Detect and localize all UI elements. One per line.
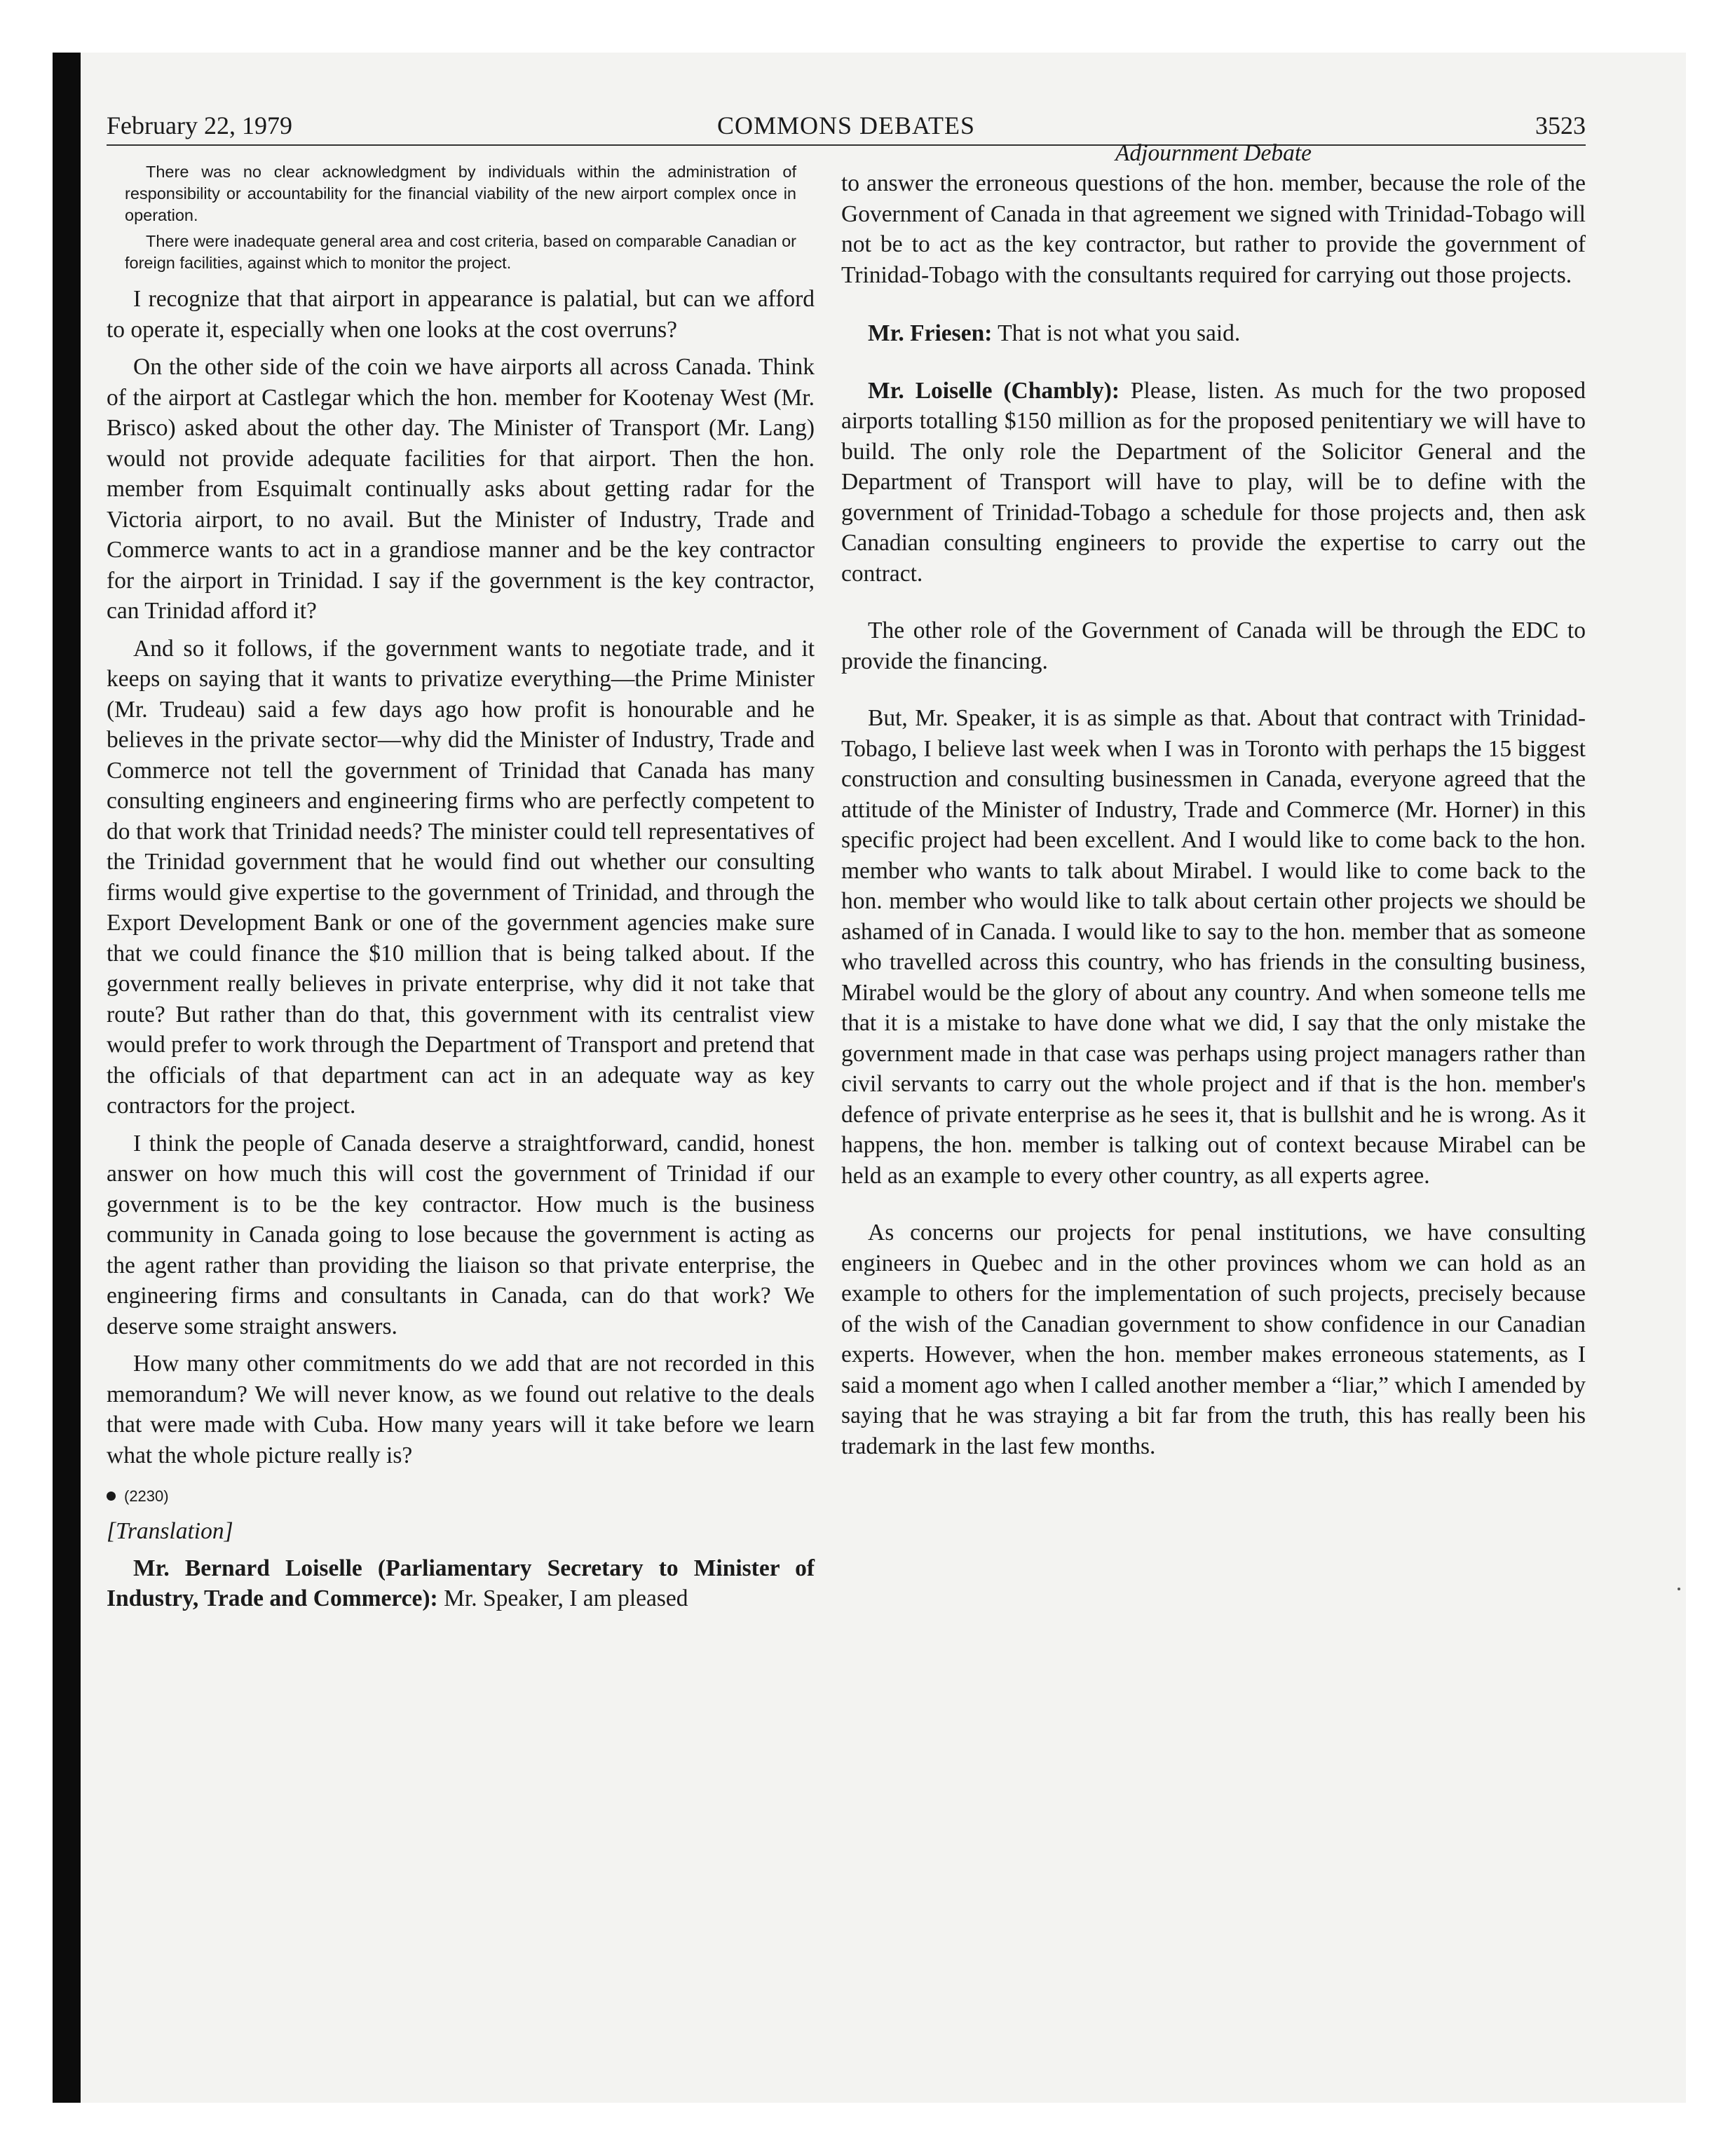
binding-edge (53, 53, 81, 2103)
scan-speck (1678, 1588, 1680, 1590)
time-marker-text: (2230) (124, 1487, 169, 1505)
quoted-excerpt (107, 161, 815, 274)
quoted-paragraph: There were inadequate general area and cost criteria, based on comparable Canadian or foreign facilities, against which to monitor the project. (125, 232, 796, 272)
paragraph: On the other side of the coin we have airports all across Canada. Think of the airport at Castlegar which the hon. member for Kootenay West (Mr. Brisco) asked about the other day. The Minister of Transport (Mr. Lang) would not provide adequate facilities for that airport. Then the hon. member from Esquimalt continually asks about getting radar for the Victoria airport, to no avail. But the Minister of Industry, Trade and Commerce wants to act in a grandiose manner and be the key contractor for the airport in Trinidad. I say if the government is the key contractor, can Trinidad afford it? (107, 354, 815, 624)
header-title: COMMONS DEBATES (716, 111, 976, 139)
speaker-text: Mr. Speaker, I am pleased (444, 1585, 688, 1612)
paragraph: I think the people of Canada deserve a straightforward, candid, honest answer on how much this will cost the government of Trinidad if our government is to be the key contractor. How much is the business community in Canada going to lose because the government is acting as the agent rather than providing the liaison so that private enterprise, the engineering firms and consultants in Canada, can do that work? We deserve some straight answers. (107, 1130, 815, 1339)
paragraph: The other role of the Government of Canada will be through the EDC to provide the financing. (841, 618, 1586, 674)
paragraph: As concerns our projects for penal institutions, we have consulting engineers in Quebec and in the other provinces whom we can hold as an example to others for the implementation of such projects, precisely because of the wish of the Canadian government to show confidence in our Canadian experts. However, when the hon. member makes erroneous statements, as I said a moment ago when I called another member a “liar,” which I amended by saying that he was straying a bit far from the truth, this has really been his trademark in the last few months. (841, 1220, 1586, 1459)
time-marker (107, 1486, 815, 1506)
speaker-name: Mr. Bernard Loiselle (Parliamentary Secretary to Minister of Industry, Trade and Commerce): (107, 1555, 815, 1612)
paragraph: How many other commitments do we add that are not recorded in this memorandum? We will never know, as we found out relative to the deals that were made with Cuba. How many years will it take before we learn what the whole picture really is? (107, 1351, 815, 1468)
speaker-name: Mr. Loiselle (Chambly): (868, 377, 1120, 404)
continuation-paragraph: to answer the erroneous questions of the hon. member, because the role of the Government of Canada in that agreement we signed with Trinidad-Tobago will not be to act as the key contractor, but rather to provide the government of Trinidad-Tobago with the consultants required for carrying out those projects. (841, 170, 1586, 288)
left-body (107, 284, 815, 1471)
speech-paragraph (841, 376, 1586, 589)
paragraph: I recognize that that airport in appearance is palatial, but can we afford to operate it, especially when one looks at the cost overruns? (107, 286, 815, 343)
translation-label: [Translation] (107, 1517, 233, 1544)
quoted-paragraph: There was no clear acknowledgment by individuals within the administration of responsibility or accountability for the financial viability of the new airport complex once in operation. (125, 163, 796, 224)
bullet-icon (107, 1492, 116, 1501)
right-body (841, 168, 1586, 1461)
paragraph: But, Mr. Speaker, it is as simple as that. About that contract with Trinidad-Tobago, I believe last week when I was in Toronto with perhaps the 15 biggest construction and consulting businessmen in Canada, everyone agreed that the attitude of the Minister of Industry, Trade and Commerce (Mr. Horner) in this specific project had been excellent. And I would like to come back to the hon. member who wants to talk about Mirabel. I would like to come back to the hon. member who would like to talk about certain other projects we should be ashamed of in Canada. I would like to say to the hon. member that as someone who travelled across this country, who has friends in the consulting business, Mirabel would be the glory of about any country. And when someone tells me that it is a mistake to have done what we did, I say that the only mistake the government made in that case was perhaps using project managers rather than civil servants to carry out the whole project and if that is the hon. member's defence of private enterprise as he sees it, that is bullshit and he is wrong. As it happens, the hon. member is talking out of context because Mirabel can be held as an example to every other country, as all experts agree. (841, 705, 1586, 1189)
speaker-intro (107, 1553, 815, 1614)
left-column (107, 161, 815, 1621)
speaker-paragraph (107, 1553, 815, 1614)
section-title: Adjournment Debate (1115, 140, 1312, 166)
right-column (841, 140, 1586, 1488)
speaker-text: Please, listen. As much for the two proposed airports totalling $150 million as for the proposed penitentiary we will have to build. The only role the Department of the Solicitor General and the Department of Transport will have to play, will be to define with the government of Trinidad-Tobago a schedule for those projects and, then ask Canadian consulting engineers to provide the expertise to carry out the contract. (841, 377, 1586, 587)
interjection (841, 318, 1586, 349)
header-page-number: 3523 (1535, 111, 1586, 139)
paragraph: And so it follows, if the government wants to negotiate trade, and it keeps on saying that it wants to privatize everything—the Prime Minister (Mr. Trudeau) said a few days ago how profit is honourable and he believes in the private sector—why did the Minister of Industry, Trade and Commerce not tell the government of Trinidad that Canada has many consulting engineers and engineering firms who are perfectly competent to do that work that Trinidad needs? The minister could tell representatives of the Trinidad government that he would find out whether our consulting firms would give expertise to the government of Trinidad, and through the Export Development Bank or one of the government agencies make sure that we could finance the $10 million that is being talked about. If the government really believes in private enterprise, why did it not take that route? But rather than do that, this government with its centralist view would prefer to work through the Department of Transport and pretend that the officials of that department can act in an adequate way as key contractors for the project. (107, 635, 815, 1119)
header-date: February 22, 1979 (107, 111, 292, 139)
speaker-text: That is not what you said. (998, 320, 1241, 346)
speaker-name: Mr. Friesen: (868, 320, 993, 346)
